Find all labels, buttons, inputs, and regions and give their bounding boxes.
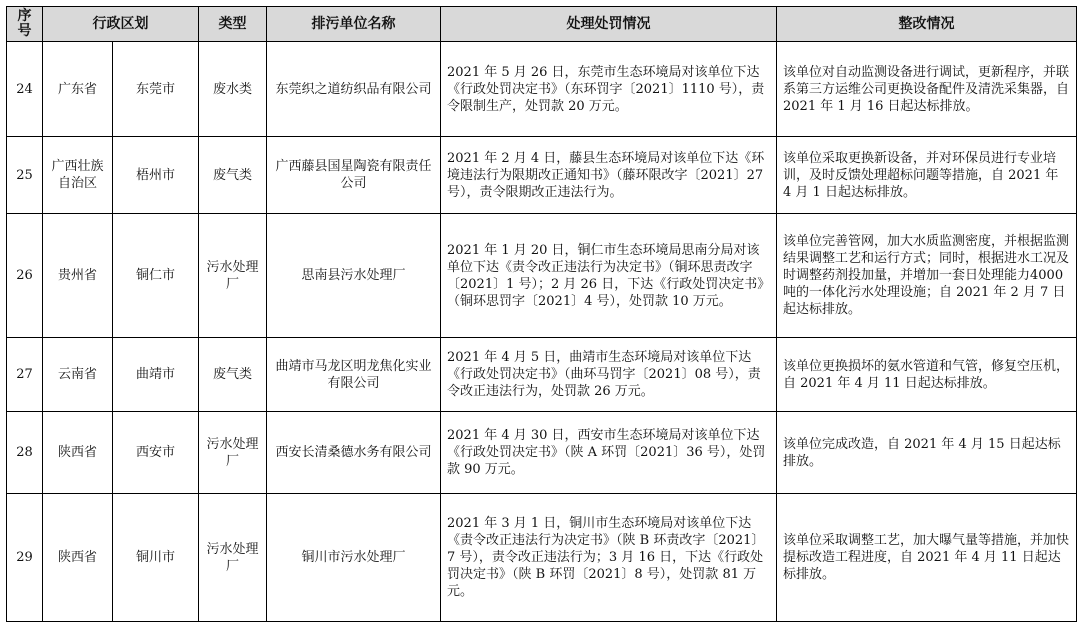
cell-penalty: 2021 年 1 月 20 日，铜仁市生态环境局思南分局对该单位下达《责令改正违法行为决定书》（铜环思责改字〔2021〕1 号）；2 月 26 日，下达《行政处罚决定书》（铜环思罚字〔2021〕4 号），处罚款 10 万元。: [441, 214, 777, 338]
cell-city: 铜仁市: [113, 214, 199, 338]
cell-penalty: 2021 年 4 月 30 日，西安市生态环境局对该单位下达《行政处罚决定书》（陕 A 环罚〔2021〕36 号），处罚款 90 万元。: [441, 412, 777, 494]
cell-seq: 25: [7, 137, 43, 214]
cell-seq: 28: [7, 412, 43, 494]
cell-unit: 东莞织之道纺织品有限公司: [267, 42, 441, 137]
cell-unit: 广西藤县国星陶瓷有限责任公司: [267, 137, 441, 214]
table-row: [7, 42, 1077, 137]
cell-rectify: 该单位完成改造，自 2021 年 4 月 15 日起达标排放。: [777, 412, 1077, 494]
header-seq: 序号: [7, 7, 43, 42]
cell-penalty: 2021 年 5 月 26 日，东莞市生态环境局对该单位下达《行政处罚决定书》（东环罚字〔2021〕1110 号），责令限制生产，处罚款 20 万元。: [441, 42, 777, 137]
header-unit: 排污单位名称: [267, 7, 441, 42]
cell-province: 广东省: [43, 42, 113, 137]
cell-city: 铜川市: [113, 494, 199, 622]
cell-province: 陕西省: [43, 494, 113, 622]
enforcement-table: [6, 6, 1077, 622]
cell-rectify: 该单位完善管网，加大水质监测密度，并根据监测结果调整工艺和运行方式；同时，根据进水工况及时调整药剂投加量，并增加一套日处理能力4000吨的一体化污水处理设施；自 2021 年 2 月 7 日起达标排放。: [777, 214, 1077, 338]
table-row: [7, 494, 1077, 622]
cell-seq: 27: [7, 338, 43, 412]
header-type: 类型: [199, 7, 267, 42]
cell-province: 广西壮族自治区: [43, 137, 113, 214]
header-penalty: 处理处罚情况: [441, 7, 777, 42]
cell-seq: 26: [7, 214, 43, 338]
cell-city: 西安市: [113, 412, 199, 494]
cell-city: 东莞市: [113, 42, 199, 137]
cell-province: 陕西省: [43, 412, 113, 494]
table-header-row: [7, 7, 1077, 42]
cell-city: 梧州市: [113, 137, 199, 214]
cell-type: 废气类: [199, 137, 267, 214]
cell-rectify: 该单位采取调整工艺，加大曝气量等措施，并加快提标改造工程进度，自 2021 年 4 月 11 日起达标排放。: [777, 494, 1077, 622]
cell-unit: 曲靖市马龙区明龙焦化实业有限公司: [267, 338, 441, 412]
cell-type: 污水处理厂: [199, 214, 267, 338]
header-rectify: 整改情况: [777, 7, 1077, 42]
cell-seq: 29: [7, 494, 43, 622]
cell-unit: 思南县污水处理厂: [267, 214, 441, 338]
cell-type: 废水类: [199, 42, 267, 137]
table-row: [7, 214, 1077, 338]
cell-seq: 24: [7, 42, 43, 137]
cell-rectify: 该单位更换损坏的氨水管道和气管，修复空压机，自 2021 年 4 月 11 日起达标排放。: [777, 338, 1077, 412]
table-row: [7, 137, 1077, 214]
cell-type: 废气类: [199, 338, 267, 412]
cell-type: 污水处理厂: [199, 494, 267, 622]
cell-type: 污水处理厂: [199, 412, 267, 494]
cell-unit: 铜川市污水处理厂: [267, 494, 441, 622]
cell-penalty: 2021 年 4 月 5 日，曲靖市生态环境局对该单位下达《行政处罚决定书》（曲环马罚字〔2021〕08 号），责令改正违法行为，处罚款 26 万元。: [441, 338, 777, 412]
table-row: [7, 338, 1077, 412]
cell-penalty: 2021 年 3 月 1 日，铜川市生态环境局对该单位下达《责令改正违法行为决定书》（陕 B 环责改字〔2021〕7 号），责令改正违法行为；3 月 16 日，下达《行政处罚决定书》（陕 B 环罚〔2021〕8 号），处罚款 81 万元。: [441, 494, 777, 622]
cell-penalty: 2021 年 2 月 4 日，藤县生态环境局对该单位下达《环境违法行为限期改正通知书》（藤环限改字〔2021〕27 号），责令限期改正违法行为。: [441, 137, 777, 214]
cell-rectify: 该单位采取更换新设备，并对环保员进行专业培训，及时反馈处理超标问题等措施，自 2021 年 4 月 1 日起达标排放。: [777, 137, 1077, 214]
cell-city: 曲靖市: [113, 338, 199, 412]
cell-unit: 西安长清桑德水务有限公司: [267, 412, 441, 494]
cell-province: 云南省: [43, 338, 113, 412]
cell-province: 贵州省: [43, 214, 113, 338]
header-region: 行政区划: [43, 7, 199, 42]
table-row: [7, 412, 1077, 494]
cell-rectify: 该单位对自动监测设备进行调试，更新程序，并联系第三方运维公司更换设备配件及清洗采集器，自 2021 年 1 月 16 日起达标排放。: [777, 42, 1077, 137]
